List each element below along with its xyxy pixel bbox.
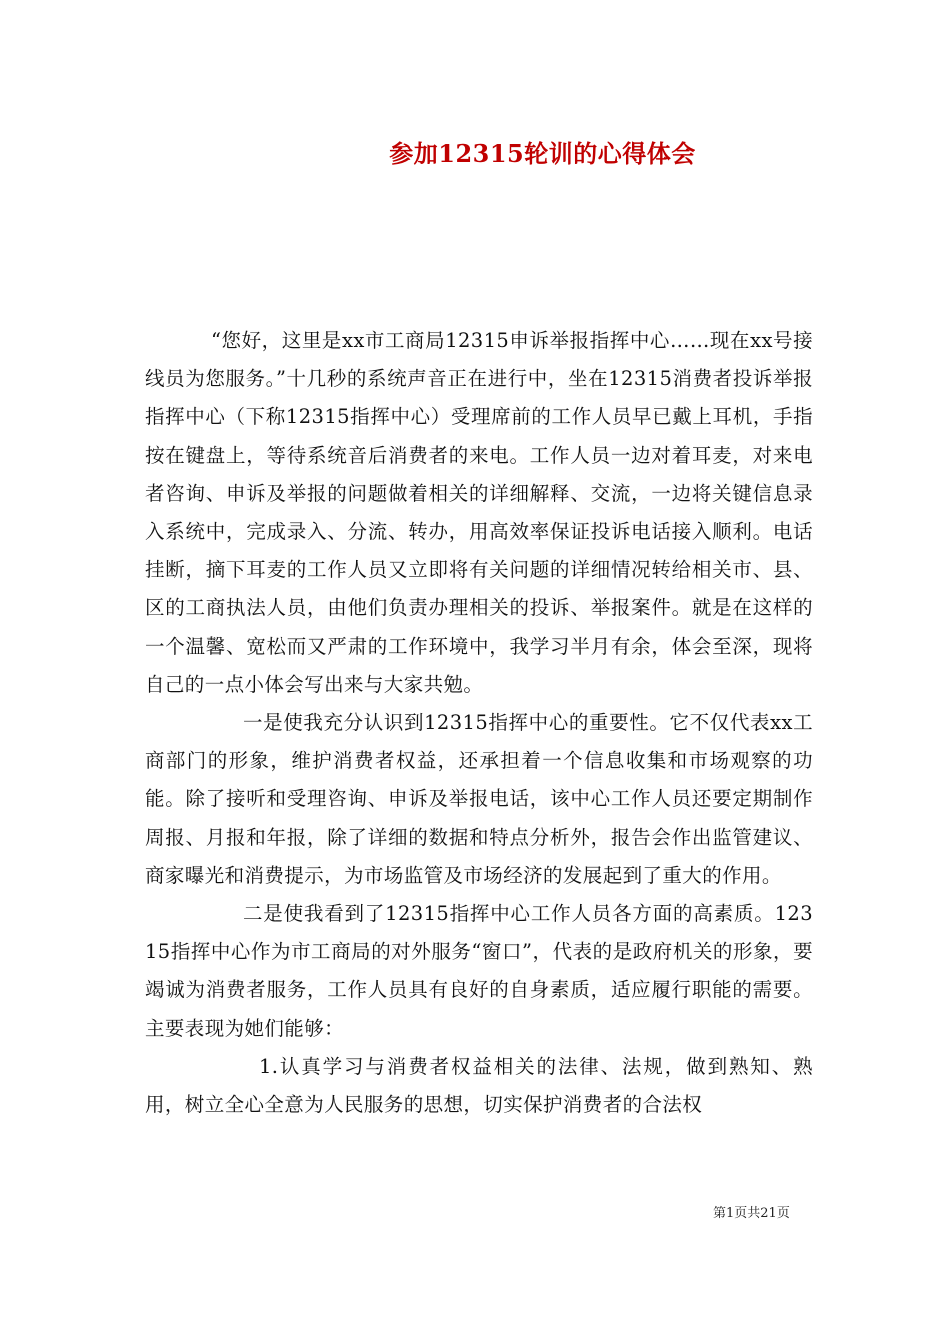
paragraph-intro: “您好，这里是xx市工商局12315申诉举报指挥中心……现在xx号接线员为您服务。”十几秒的系统声音正在进行中，坐在12315消费者投诉举报指挥中心（下称12315指挥中心）受理席前的工作人员早已戴上耳机，手指按在键盘上，等待系统音后消费者的来电。工作人员一边对着耳麦，对来电者咨询、申诉及举报的问题做着相关的详细解释、交流，一边将关键信息录入系统中，完成录入、分流、转办，用高效率保证投诉电话接入顺利。电话挂断，摘下耳麦的工作人员又立即将有关问题的详细情况转给相关市、县、区的工商执法人员，由他们负责办理相关的投诉、举报案件。就是在这样的一个温馨、宽松而又严肃的工作环境中，我学习半月有余，体会至深，现将自己的一点小体会写出来与大家共勉。 [145, 329, 813, 696]
paragraph-point-one: 一是使我充分认识到12315指挥中心的重要性。它不仅代表xx工商部门的形象，维护消费者权益，还承担着一个信息收集和市场观察的功能。除了接听和受理咨询、申诉及举报电话，该中心工作人员还要定期制作周报、月报和年报，除了详细的数据和特点分析外，报告会作出监管建议、商家曝光和消费提示，为市场监管及市场经济的发展起到了重大的作用。 [145, 711, 813, 887]
page-number-footer: 第1页共21页 [713, 1206, 790, 1221]
paragraph-point-two: 二是使我看到了12315指挥中心工作人员各方面的高素质。12315指挥中心作为市工商局的对外服务“窗口”，代表的是政府机关的形象，要竭诚为消费者服务，工作人员具有良好的自身素质，适应履行职能的需要。主要表现为她们能够： [145, 902, 813, 1040]
document-title: 参加12315轮训的心得体会 [389, 139, 696, 168]
paragraph-item-one: 1.认真学习与消费者权益相关的法律、法规，做到熟知、熟用，树立全心全意为人民服务的思想，切实保护消费者的合法权 [145, 1054, 813, 1117]
document-body [145, 322, 813, 1124]
